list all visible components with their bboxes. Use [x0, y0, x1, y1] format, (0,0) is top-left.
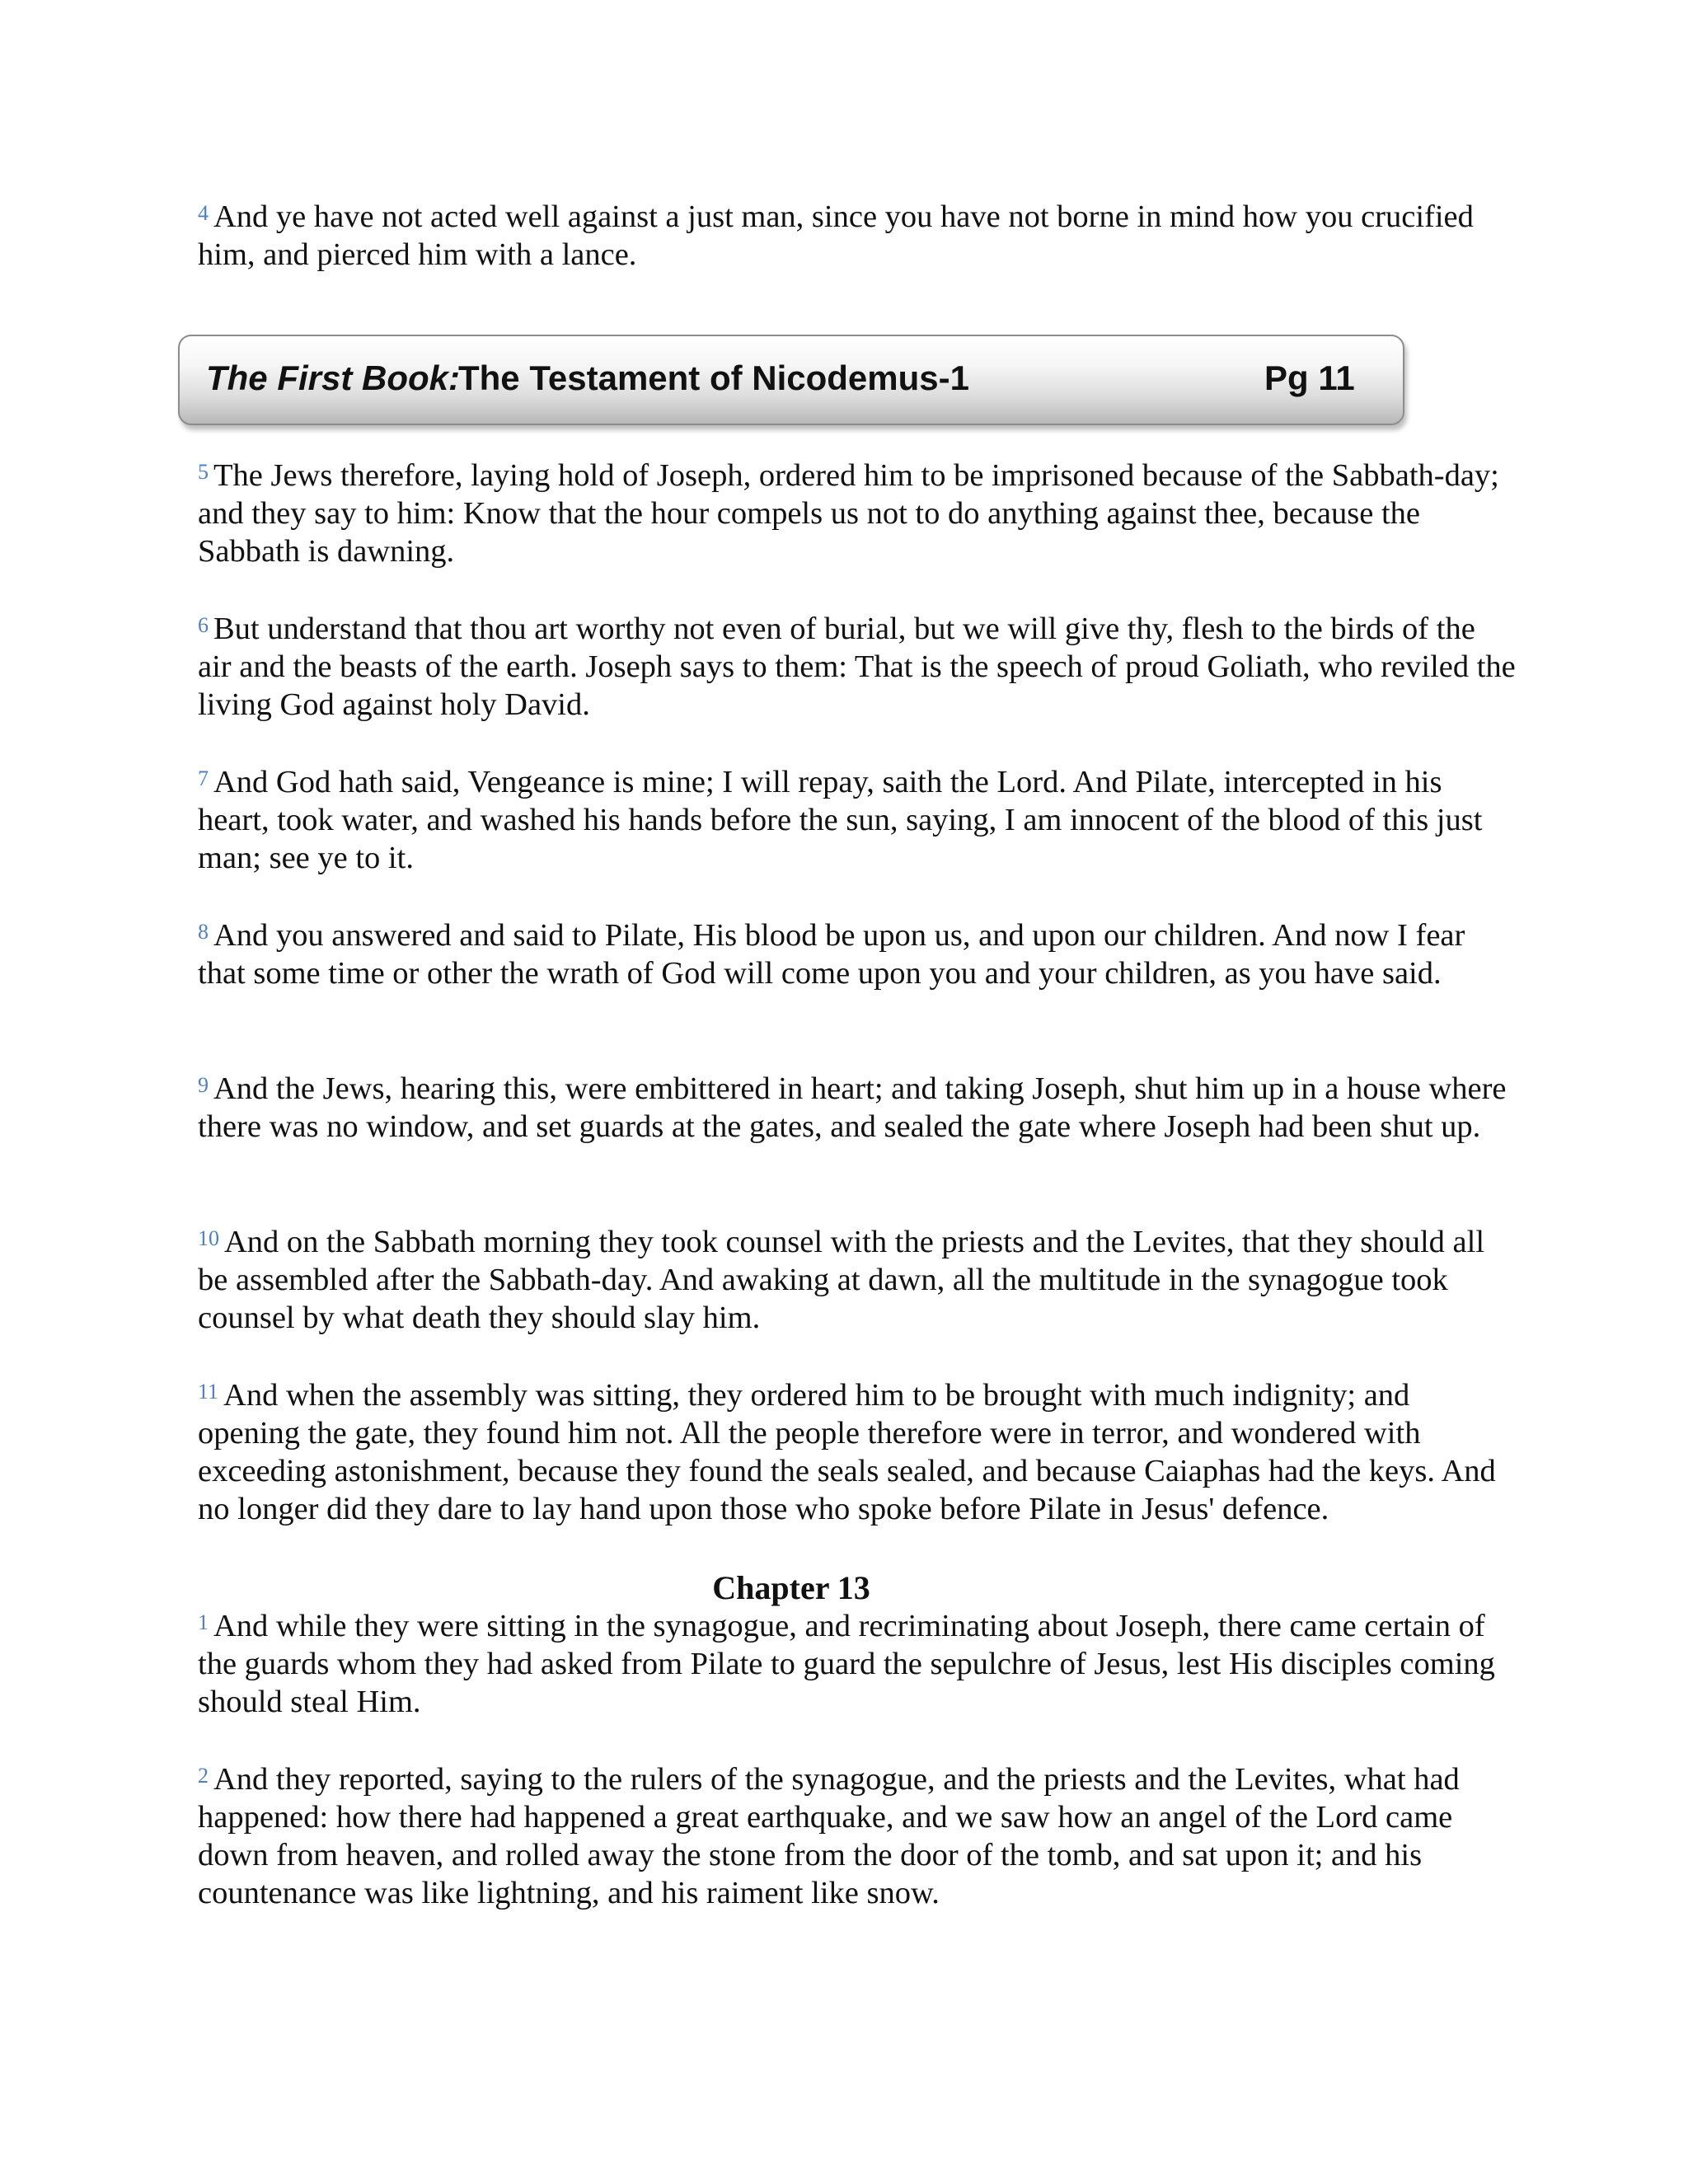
page-number: Pg 11: [1264, 359, 1355, 397]
book-title: The Testament of Nicodemus-1: [458, 359, 969, 397]
verse-8: [198, 916, 1517, 992]
verse-number: 8: [198, 920, 209, 944]
verse-11: [198, 1376, 1517, 1528]
chapter-verse-1: [198, 1607, 1517, 1721]
verse-text: And on the Sabbath morning they took counsel with the priests and the Levites, that they should all be assembled after the Sabbath-day. And awaking at dawn, all the multitude in the synagogue took counsel by what death they should slay him.: [198, 1225, 1485, 1335]
verse-text: And God hath said, Vengeance is mine; I will repay, saith the Lord. And Pilate, intercepted in his heart, took water, and washed his hands before the sun, saying, I am innocent of the blood of this just man; see ye to it.: [198, 765, 1483, 875]
verse-9: [198, 1070, 1517, 1146]
verse-5: [198, 457, 1517, 570]
verse-text: And they reported, saying to the rulers of the synagogue, and the priests and the Levites, what had happened: how there had happened a great earthquake, and we saw how an angel of the Lord came down from heaven, and rolled away the stone from the door of the tomb, and sat upon it; and his countenance was like lightning, and his raiment like snow.: [198, 1762, 1460, 1910]
verse-text: And the Jews, hearing this, were embittered in heart; and taking Joseph, shut him up in a house where there was no window, and set guards at the gates, and sealed the gate where Joseph had been shut up.: [198, 1071, 1507, 1144]
verse-4: [198, 198, 1517, 274]
book-label: The First Book:: [206, 359, 461, 397]
chapter-verse-2: [198, 1760, 1517, 1912]
verse-number: 1: [198, 1610, 209, 1634]
verse-10: [198, 1223, 1517, 1337]
verse-6: [198, 610, 1517, 724]
verse-number: 6: [198, 613, 209, 637]
verse-text: And while they were sitting in the synagogue, and recriminating about Joseph, there came certain of the guards whom they had asked from Pilate to guard the sepulchre of Jesus, lest His disciples coming should steal Him.: [198, 1609, 1495, 1719]
verse-number: 4: [198, 201, 209, 225]
verse-text: But understand that thou art worthy not even of burial, but we will give thy, flesh to the birds of the air and the beasts of the earth. Joseph says to them: That is the speech of proud Goliath, who reviled the living God against holy David.: [198, 612, 1516, 722]
verse-number: 7: [198, 766, 209, 790]
verse-number: 10: [198, 1226, 219, 1250]
verse-number: 11: [198, 1380, 219, 1404]
verse-number: 5: [198, 460, 209, 484]
verse-number: 2: [198, 1764, 209, 1788]
verse-text: And you answered and said to Pilate, His blood be upon us, and upon our children. And now I fear that some time or other the wrath of God will come upon you and your children, as you have said.: [198, 918, 1465, 991]
verse-text: And ye have not acted well against a just man, since you have not borne in mind how you crucified him, and pierced him with a lance.: [198, 199, 1474, 272]
verse-number: 9: [198, 1073, 209, 1097]
verse-text: The Jews therefore, laying hold of Joseph, ordered him to be imprisoned because of the Sabbath-day; and they say to him: Know that the hour compels us not to do anything against thee, because the Sabbath is dawning.: [198, 458, 1499, 569]
page-header-banner: [178, 335, 1404, 425]
verse-text: And when the assembly was sitting, they ordered him to be brought with much indignity; and opening the gate, they found him not. All the people therefore were in terror, and wondered with exceeding astonishment, because they found the seals sealed, and because Caiaphas had the keys. And no longer did they dare to lay hand upon those who spoke before Pilate in Jesus' defence.: [198, 1378, 1496, 1526]
verse-7: [198, 763, 1517, 877]
chapter-heading: Chapter 13: [712, 1569, 870, 1606]
